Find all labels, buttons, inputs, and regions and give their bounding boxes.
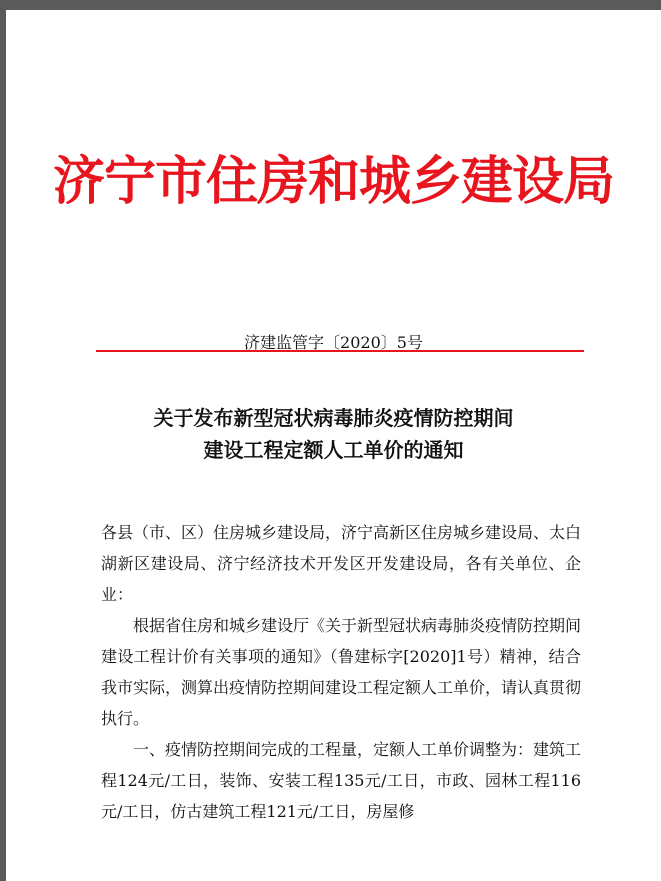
addressee: 各县（市、区）住房城乡建设局，济宁高新区住房城乡建设局、太白湖新区建设局、济宁经济技术开发区开发建设局，各有关单位、企业： [101, 523, 582, 604]
paragraph-1: 根据省住房和城乡建设厅《关于新型冠状病毒肺炎疫情防控期间建设工程计价有关事项的通知》（鲁建标字[2020]1号）精神，结合我市实际，测算出疫情防控期间建设工程定额人工单价，请认真贯彻执行。 [101, 616, 582, 728]
title-line-2: 建设工程定额人工单价的通知 [203, 438, 464, 462]
document-page [6, 10, 661, 881]
paragraph-2: 一、疫情防控期间完成的工程量，定额人工单价调整为：建筑工程124元/工日，装饰、安装工程135元/工日，市政、园林工程116元/工日，仿古建筑工程121元/工日，房屋修 [101, 740, 582, 821]
document-title [6, 402, 661, 466]
red-divider [96, 350, 584, 352]
agency-name: 济宁市住房和城乡建设局 [52, 151, 614, 212]
document-number: 济建监管字〔2020〕5号 [244, 333, 423, 352]
title-line-1: 关于发布新型冠状病毒肺炎疫情防控期间 [153, 406, 514, 430]
document-body [101, 517, 581, 827]
